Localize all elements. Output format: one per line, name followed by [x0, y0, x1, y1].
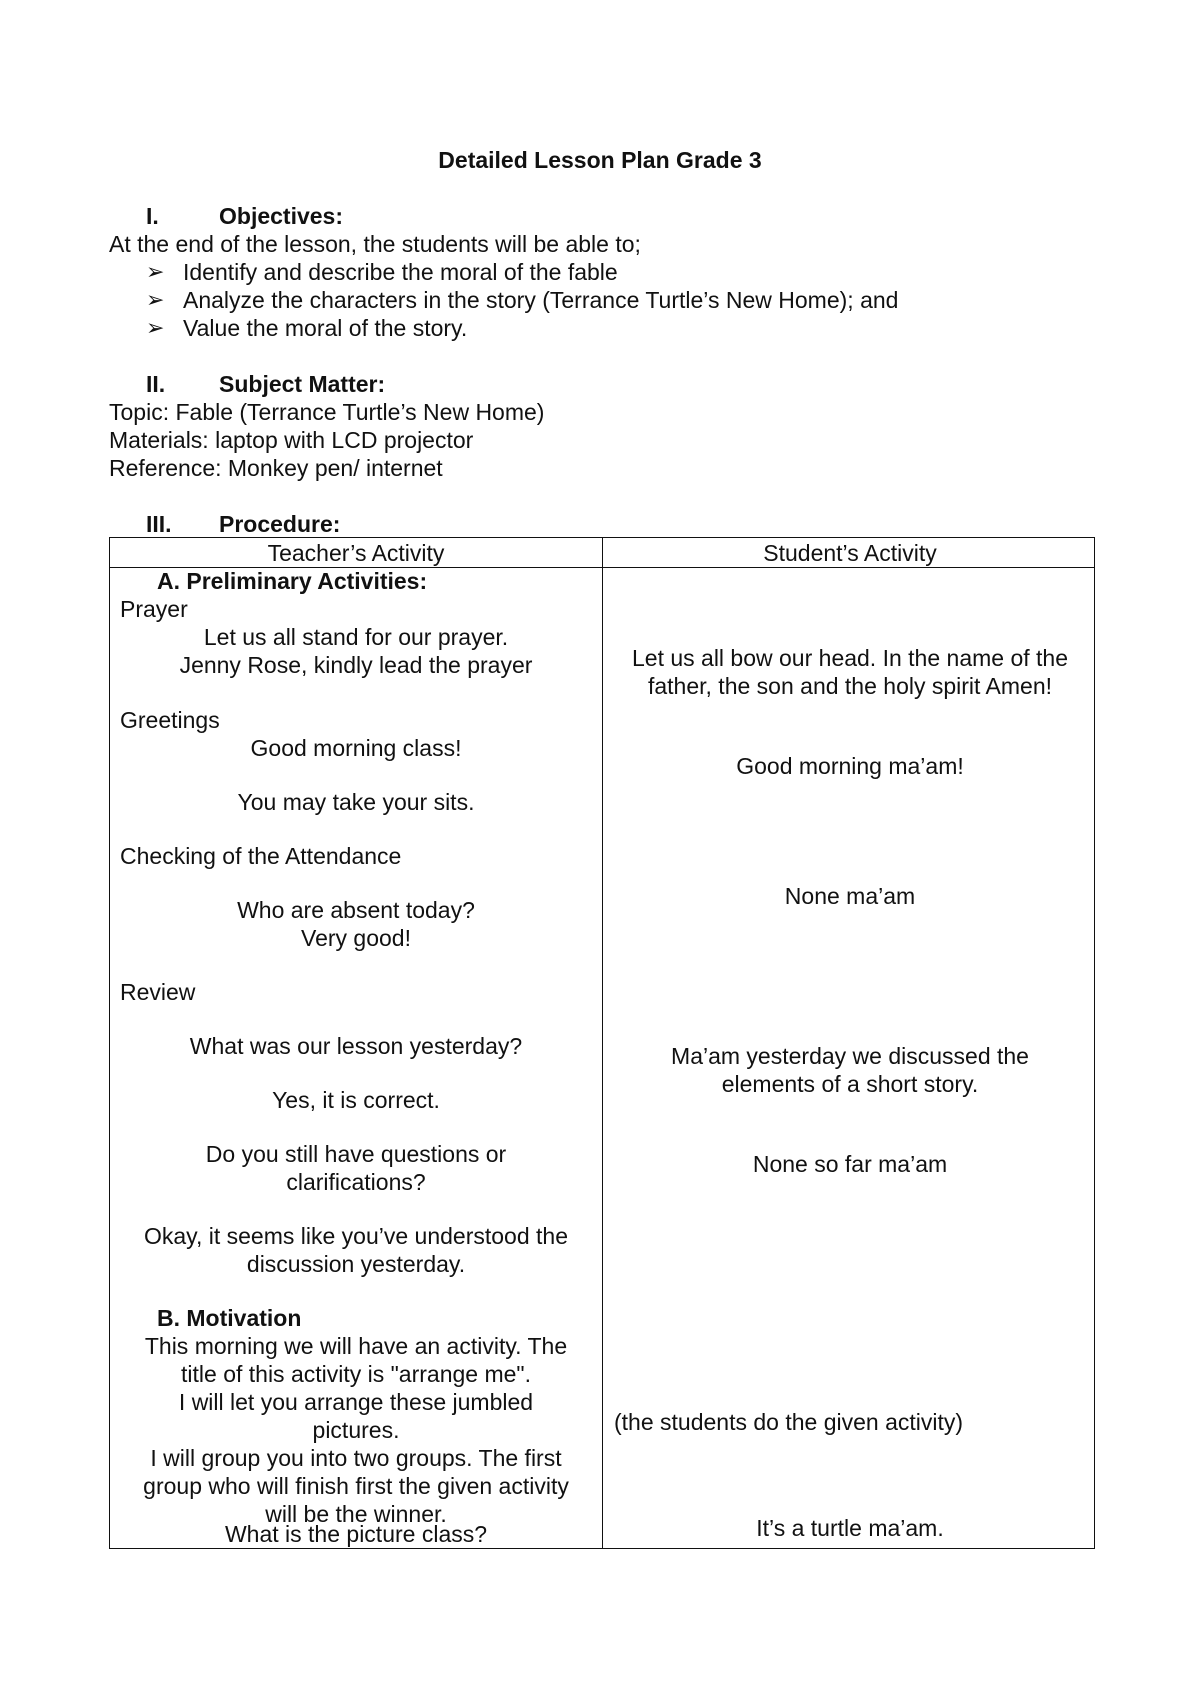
objective-item: Analyze the characters in the story (Terrance Turtle’s New Home); and	[183, 287, 899, 313]
student-line: elements of a short story.	[721, 1071, 979, 1097]
student-line: (the students do the given activity)	[614, 1409, 964, 1435]
subject-reference: Reference: Monkey pen/ internet	[109, 455, 443, 481]
teacher-line: What was our lesson yesterday?	[189, 1033, 523, 1059]
attendance-label: Checking of the Attendance	[120, 843, 402, 869]
procedure-heading: Procedure:	[219, 511, 341, 537]
teacher-line: will be the winner.	[265, 1501, 447, 1527]
teacher-line: This morning we will have an activity. The	[144, 1333, 568, 1359]
objectives-intro: At the end of the lesson, the students will be able to;	[109, 231, 641, 257]
teacher-line: discussion yesterday.	[246, 1251, 466, 1277]
page-title: Detailed Lesson Plan Grade 3	[438, 147, 762, 173]
student-line: None ma’am	[784, 883, 916, 909]
student-line: father, the son and the holy spirit Amen!	[647, 673, 1053, 699]
teacher-line: group who will finish first the given activity	[143, 1473, 569, 1499]
teacher-line: I will let you arrange these jumbled	[178, 1389, 534, 1415]
teacher-line: Good morning class!	[250, 735, 462, 761]
teacher-line: title of this activity is "arrange me".	[181, 1361, 531, 1387]
subject-matter-heading: Subject Matter:	[219, 371, 386, 397]
teacher-line: Okay, it seems like you’ve understood the	[143, 1223, 568, 1249]
prayer-label: Prayer	[120, 596, 188, 622]
teacher-line: Jenny Rose, kindly lead the prayer	[179, 652, 533, 678]
procedure-numeral: III.	[146, 511, 172, 537]
arrowhead-bullet-icon: ➢	[146, 315, 165, 340]
column-divider	[602, 538, 603, 1548]
objectives-heading: Objectives:	[219, 203, 343, 229]
objective-item: Identify and describe the moral of the fable	[183, 259, 618, 285]
student-line: Good morning ma’am!	[736, 753, 964, 779]
student-line: It’s a turtle ma’am.	[756, 1515, 944, 1541]
teacher-line: What is the picture class?	[224, 1521, 488, 1547]
student-line: Let us all bow our head. In the name of the	[631, 645, 1068, 671]
arrowhead-bullet-icon: ➢	[146, 287, 165, 312]
subject-matter-numeral: II.	[146, 371, 166, 397]
teacher-line: Do you still have questions or	[205, 1141, 507, 1167]
student-activity-header: Student’s Activity	[763, 540, 937, 566]
subject-topic: Topic: Fable (Terrance Turtle’s New Home)	[109, 399, 545, 425]
teacher-line: Let us all stand for our prayer.	[203, 624, 509, 650]
teacher-line: You may take your sits.	[237, 789, 475, 815]
teacher-line: pictures.	[312, 1417, 400, 1443]
review-label: Review	[120, 979, 196, 1005]
teacher-line: Yes, it is correct.	[272, 1087, 440, 1113]
objectives-numeral: I.	[146, 203, 159, 229]
student-line: None so far ma’am	[752, 1151, 948, 1177]
teacher-line: clarifications?	[286, 1169, 426, 1195]
greetings-label: Greetings	[120, 707, 220, 733]
teacher-line: I will group you into two groups. The first	[150, 1445, 562, 1471]
student-line: Ma’am yesterday we discussed the	[671, 1043, 1029, 1069]
motivation-heading: B. Motivation	[157, 1305, 302, 1331]
teacher-activity-header: Teacher’s Activity	[267, 540, 445, 566]
arrowhead-bullet-icon: ➢	[146, 259, 165, 284]
preliminary-activities-heading: A. Preliminary Activities:	[157, 568, 428, 594]
subject-materials: Materials: laptop with LCD projector	[109, 427, 474, 453]
teacher-line: Very good!	[301, 925, 411, 951]
objective-item: Value the moral of the story.	[183, 315, 468, 341]
procedure-table	[109, 537, 1095, 1549]
teacher-line: Who are absent today?	[237, 897, 475, 923]
